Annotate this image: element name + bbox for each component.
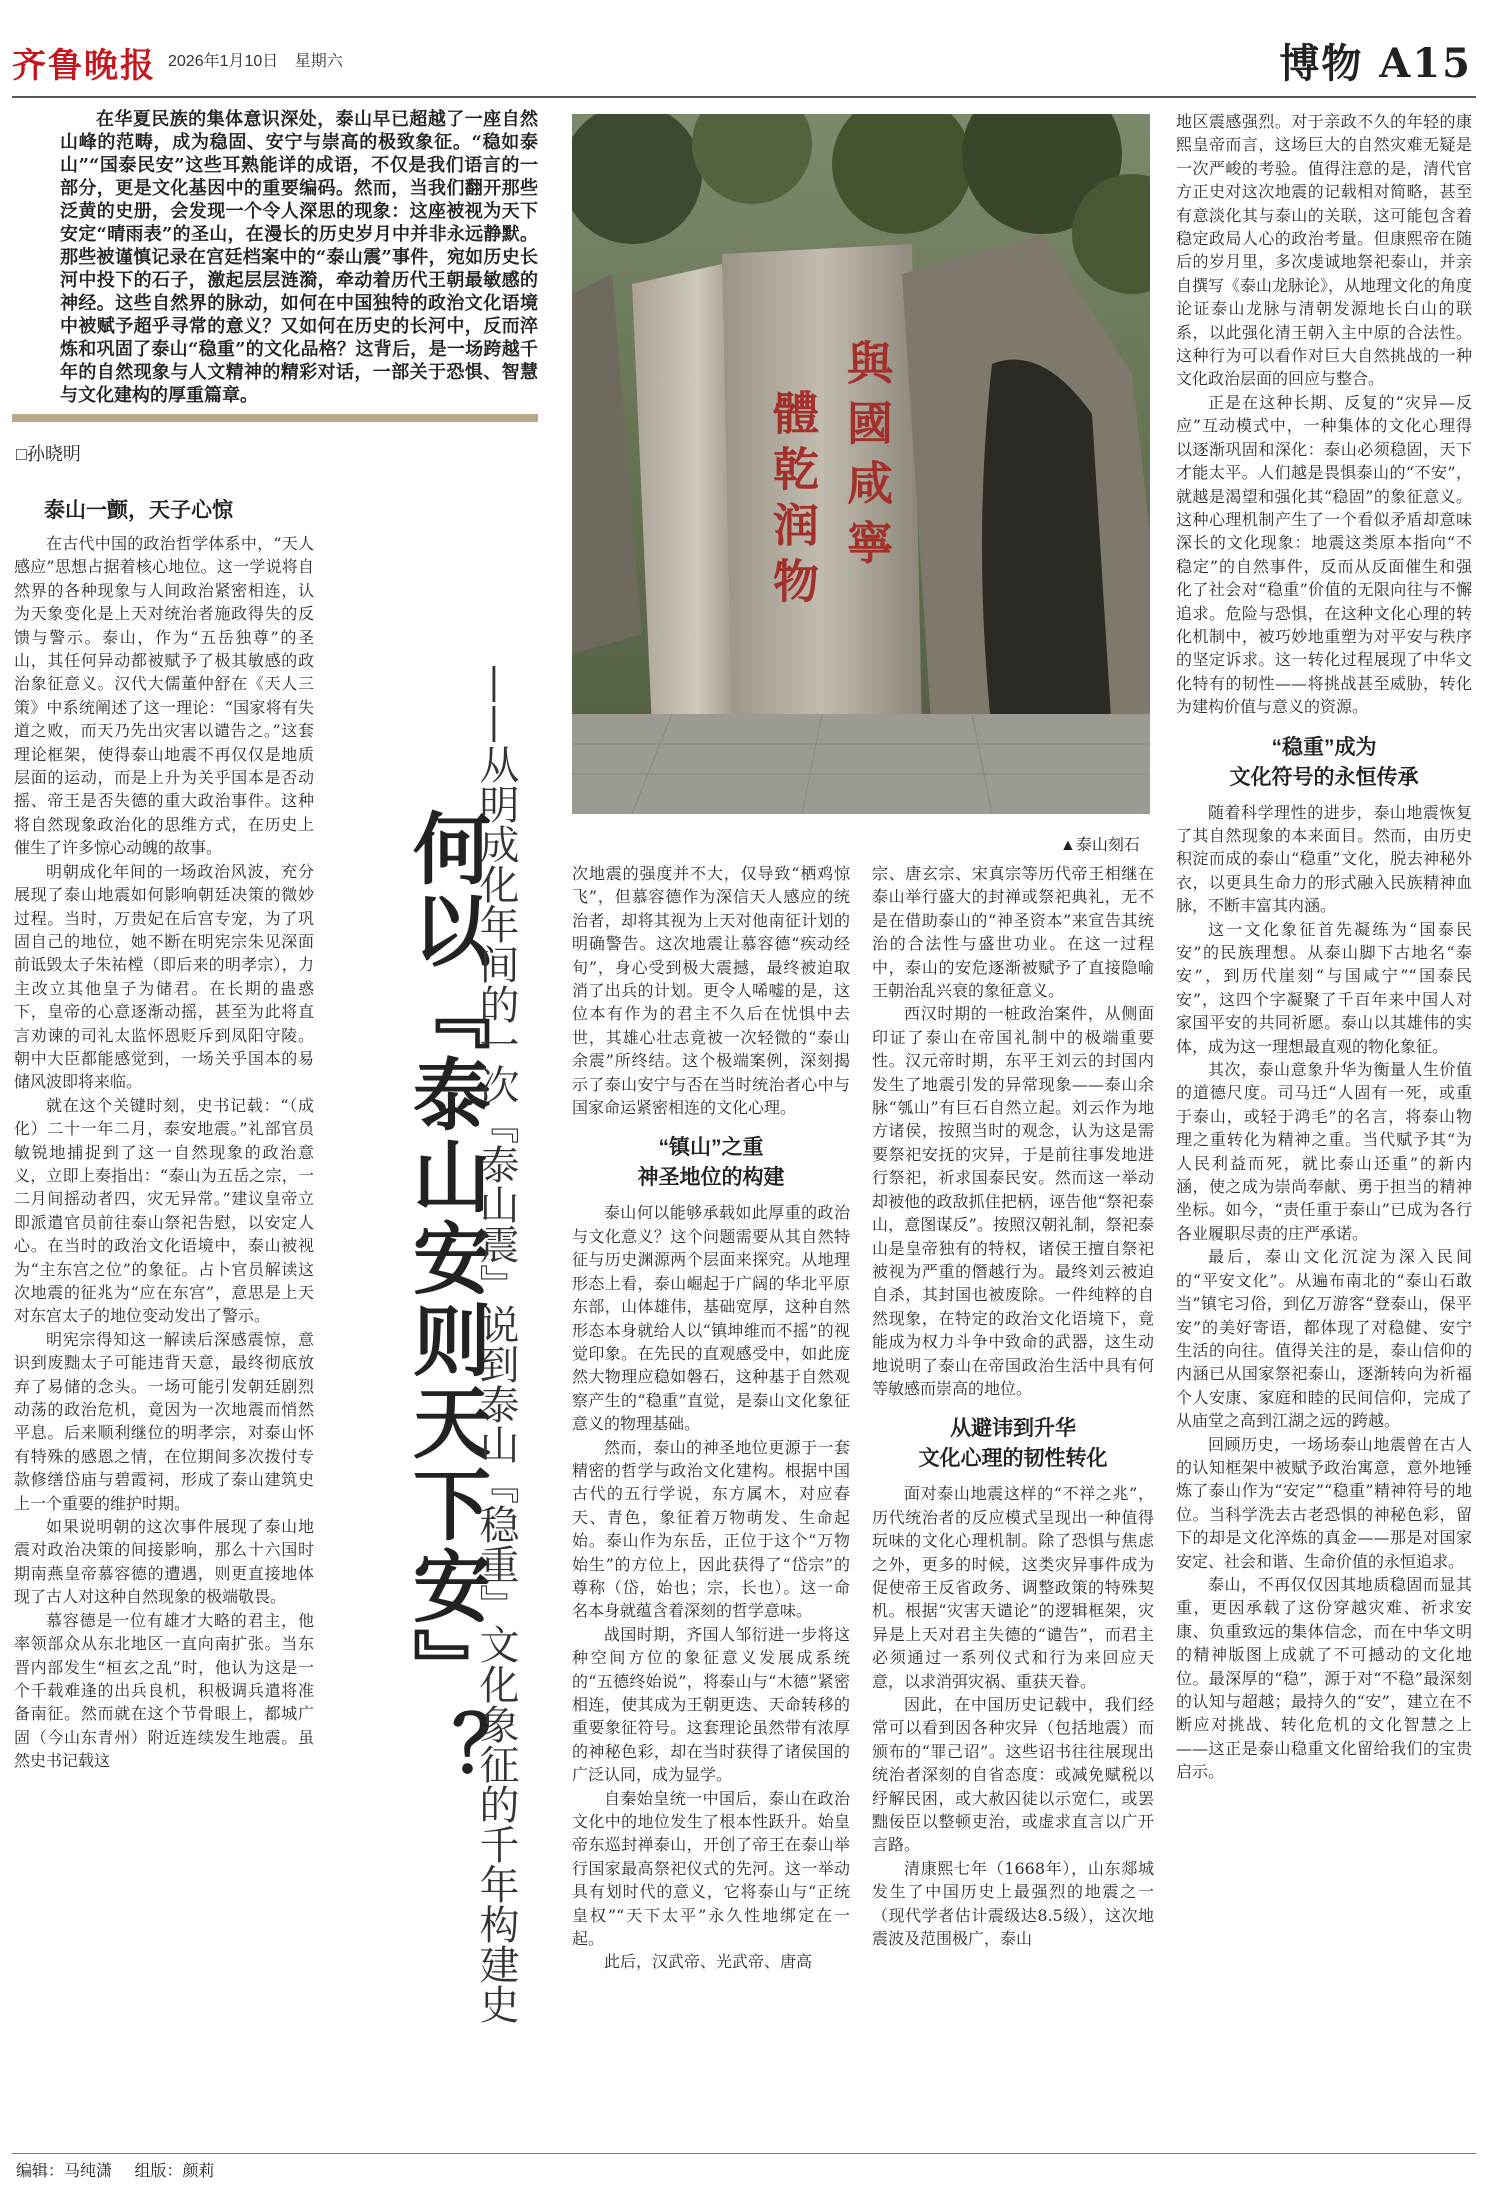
column-3-body-continued xyxy=(872,1482,1154,1950)
column-4 xyxy=(1176,110,1472,1784)
paragraph: 如果说明朝的这次事件展现了泰山地震对政治决策的间接影响，那么十六国时期南燕皇帝慕容德的遭遇，则更直接地体现了古人对这种自然现象的极端敬畏。 xyxy=(14,1517,314,1607)
subtitle: ——从明成化年间的一次『泰山震』说到泰山『稳重』文化象征的千年构建史 xyxy=(473,664,519,2024)
column-4-body-continued xyxy=(1176,801,1472,1784)
inscription-right: 與國咸寧 xyxy=(840,339,894,579)
paragraph: 地区震感强烈。对于亲政不久的年轻的康熙皇帝而言，这场巨大的自然灾难无疑是一次严峻的考验。值得注意的是，清代官方正史对这次地震的记载相对简略，甚至有意淡化其与泰山的关联，这可能包含着稳定政局人心的政治考量。但康熙帝在随后的岁月里，多次虔诚地祭祀泰山，并亲自撰写《泰山龙脉论》，从地理文化的角度论证泰山龙脉与清朝发源地长白山的联系，以此强化清王朝入主中原的合法性。这种行为可以看作对巨大自然挑战的一种文化政治层面的回应与整合。 xyxy=(1176,112,1473,389)
paragraph: 次地震的强度并不大，仅导致“栖鸡惊飞”，但慕容德作为深信天人感应的统治者，却将其视为上天对他南征计划的明确警告。这次地震让慕容德“疾动经旬”，身心受到极大震撼，最终被迫取消了出兵的计划。更令人唏嘘的是，这位本有作为的君主不久后在忧惧中去世，其雄心壮志竟被一次轻微的“泰山余震”所终结。这个极端案例，深刻揭示了泰山安宁与否在当时统治者心中与国家命运紧密相连的文化心理。 xyxy=(572,864,850,1118)
paragraph: 此后，汉武帝、光武帝、唐高 xyxy=(604,1952,813,1972)
editor-credits xyxy=(16,2158,232,2181)
paragraph: 其次，泰山意象升华为衡量人生价值的道德尺度。司马迁“人固有一死，或重于泰山，或轻于鸿毛”的名言，将泰山物理之重转化为精神之重。当代赋予其“为人民利益而死，就比泰山还重”的新内涵，使之成为崇尚奉献、勇于担当的精神坐标。如今，“责任重于泰山”已成为各行各业履职尽责的庄严承诺。 xyxy=(1176,1060,1472,1243)
header-rule xyxy=(12,96,1476,98)
paragraph: 慕容德是一位有雄才大略的君主，他率领部众从东北地区一直向南扩张。当东晋内部发生“桓玄之乱”时，他认为这是一个千载难逢的出兵良机，积极调兵遣将准备南征。然而就在这个节骨眼上，都城广固（今山东青州）附近连续发生地震。虽然史书记载这 xyxy=(14,1610,314,1771)
paragraph: 泰山何以能够承载如此厚重的政治与文化意义？这个问题需要从其自然特征与历史渊源两个层面来探究。从地理形态上看，泰山崛起于广阔的华北平原东部，山体雄伟，基础宽厚，这种自然形态本身就给人以“镇坤维而不摇”的视觉印象。在先民的直观感受中，如此庞然大物理应稳如磐石，这种基于自然观察产生的“稳重”直觉，是泰山文化象征意义的物理基础。 xyxy=(572,1203,850,1434)
column-2-heading: “镇山”之重 神圣地位的构建 xyxy=(637,1136,785,1190)
issue-meta xyxy=(168,48,355,71)
paragraph: 西汉时期的一桩政治案件，从侧面印证了泰山在帝国礼制中的极端重要性。汉元帝时期，东平王刘云的封国内发生了地震引发的异常现象——泰山余脉“瓠山”有巨石自然立起。刘云作为地方诸侯，按照当时的观念，认为这是需要祭祀安抚的灾异，于是前往事发地进行祭祀，祈求国泰民安。然而这一举动却被他的政敌抓住把柄，诬告他“祭祀泰山，意图谋反”。按照汉朝礼制，祭祀泰山是皇帝独有的特权，诸侯王擅自祭祀被视为严重的僭越行为。最终刘云被迫自杀，其封国也被废除。一件纯粹的自然现象，在特定的政治文化语境下，竟能成为权力斗争中致命的武器，这生动地说明了泰山在帝国政治生活中具有何等敏感而崇高的地位。 xyxy=(872,1004,1154,1398)
paragraph: 然而，泰山的神圣地位更源于一套精密的哲学与政治文化建构。根据中国古代的五行学说，东方属木，对应春天、青色，象征着万物萌发、生命起始。泰山作为东岳，正位于这个“万物始生”的方位上，因此获得了“岱宗”的尊称（岱，始也；宗，长也）。这一命名本身就蕴含着深刻的哲学意味。 xyxy=(572,1437,850,1621)
issue-weekday: 星期六 xyxy=(294,53,343,70)
paragraph: 这一文化象征首先凝练为“国泰民安”的民族理想。从泰山脚下古地名“泰安”，到历代崖刻“与国咸宁”“国泰民安”，这四个字凝聚了千百年来中国人对家国平安的共同祈愿。泰山以其雄伟的实体，成为这一理想最直观的物化象征。 xyxy=(1176,919,1472,1056)
issue-date: 2026年1月10日 xyxy=(168,53,279,70)
inscription-left: 體乾润物 xyxy=(766,389,820,613)
paragraph: 明宪宗得知这一解读后深感震惊，意识到废黜太子可能违背天意，最终彻底放弃了易储的念头。一场可能引发朝廷剧烈动荡的政治危机，竟因为一次地震而悄然平息。后来顺利继位的明孝宗，对泰山怀有特殊的感恩之情，在位期间多次拨付专款修缮岱庙与碧霞祠，形成了泰山建筑史上一个重要的维护时期。 xyxy=(14,1329,314,1513)
column-3-body xyxy=(872,862,1154,1400)
intro-divider xyxy=(12,414,538,422)
article-intro: 在华夏民族的集体意识深处，泰山早已超越了一座自然山峰的范畴，成为稳固、安宁与崇高的极致象征。“稳如泰山”“国泰民安”这些耳熟能详的成语，不仅是我们语言的一部分，更是文化基因中的重要编码。然而，当我们翻开那些泛黄的史册，会发现一个令人深思的现象：这座被视为天下安定“晴雨表”的圣山，在漫长的历史岁月中并非永远静默。那些被谨慎记录在宫廷档案中的“泰山震”事件，宛如历史长河中投下的石子，激起层层涟漪，牵动着历代王朝最敏感的神经。这些自然界的脉动，如何在中国独特的政治文化语境中被赋予超乎寻常的意义？又如何在历史的长河中，反而淬炼和巩固了泰山“稳重”的文化品格？这背后，是一场跨越千年的自然现象与人文精神的精彩对话，一部关于恐惧、智慧与文化建构的厚重篇章。 xyxy=(60,109,538,406)
paragraph: 面对泰山地震这样的“不祥之兆”，历代统治者的反应模式呈现出一种值得玩味的文化心理机制。除了恐惧与焦虑之外，更多的时候，这类灾异事件成为促使帝王反省政务、调整政策的特殊契机。根据“灾害天谴论”的逻辑框架，灾异是上天对君主失德的“谴告”，而君主必须通过一系列仪式和行为来回应天意，以求消弭灾祸、重获天眷。 xyxy=(872,1484,1154,1691)
paragraph: 清康熙七年（1668年），山东郯城发生了中国历史上最强烈的地震之一（现代学者估计震级达8.5级），这次地震波及范围极广，泰山 xyxy=(872,1858,1154,1949)
paragraph: 自秦始皇统一中国后，泰山在政治文化中的地位发生了根本性跃升。始皇帝东巡封禅泰山，开创了帝王在泰山举行国家最高祭祀仪式的先河。这一举动具有划时代的意义，它将泰山与“正统皇权”“天下太平”永久性地绑定在一起。 xyxy=(572,1788,850,1949)
column-3 xyxy=(872,862,1154,1950)
paragraph: 泰山，不再仅仅因其地质稳固而显其重，更因承载了这份穿越灾难、祈求安康、负重致远的集体信念，而在中华文明的精神版图上成就了不可撼动的文化地位。最深厚的“稳”，源于对“不稳”最深刻的认知与超越；最持久的“安”，建立在不断应对挑战、转化危机的文化智慧之上——这正是泰山稳重文化留给我们的宝贵启示。 xyxy=(1176,1574,1472,1782)
column-2-body-continued xyxy=(572,1201,850,1973)
footer-rule xyxy=(12,2153,1476,2154)
taishan-inscription-photo xyxy=(572,114,1150,814)
paragraph: 战国时期，齐国人邹衍进一步将这种空间方位的象征意义发展成系统的“五德终始说”，将泰山与“木德”紧密相连，使其成为王朝更迭、天命转移的重要象征符号。这套理论虽然带有浓厚的神秘色彩，却在当时获得了诸侯国的广泛认同，成为显学。 xyxy=(572,1624,850,1785)
paragraph: 宗、唐玄宗、宋真宗等历代帝王相继在泰山举行盛大的封禅或祭祀典礼，无不是在借助泰山的“神圣资本”来宣告其统治的合法性与盛世功业。在这一过程中，泰山的安危逐渐被赋予了直接隐喻王朝治乱兴衰的象征意义。 xyxy=(872,864,1154,1001)
paragraph: 随着科学理性的进步，泰山地震恢复了其自然现象的本来面目。然而，由历史积淀而成的泰山“稳重”文化，脱去神秘外衣，以更具生命力的形式融入民族精神血脉，不断丰富其内涵。 xyxy=(1176,802,1472,916)
column-4-body xyxy=(1176,110,1472,719)
designer-name: 组版：颜莉 xyxy=(134,2163,215,2180)
newspaper-masthead: 齐鲁晚报 xyxy=(12,46,156,86)
column-2-body xyxy=(572,862,850,1119)
paragraph: 因此，在中国历史记载中，我们经常可以看到因各种灾异（包括地震）而颁布的“罪己诏”。这些诏书往往展现出统治者深刻的自省态度：或减免赋税以纾解民困，或大赦囚徒以示宽仁，或罢黜佞臣以整顿吏治，或虚求直言以广开言路。 xyxy=(872,1695,1154,1855)
section-label: 博物 A15 xyxy=(1279,40,1472,87)
editor-name: 编辑：马纯潇 xyxy=(16,2163,113,2180)
column-2 xyxy=(572,862,850,1974)
photo-caption: ▲泰山刻石 xyxy=(1060,837,1140,854)
paragraph: 就在这个关键时刻，史书记载：“（成化）二十一年二月，泰安地震。”礼部官员敏锐地捕捉到了这一自然现象的政治意义，立即上奏指出：“泰山为五岳之宗，一二月间摇动者四，灾无异常。”建议皇帝立即派遣官员前往泰山祭祀告慰，以安定人心。在当时的政治文化语境中，泰山被视为“主东宫之位”的象征。占卜官员解读这次地震的征兆为“应在东宫”，意思是上天对东宫太子的地位变动发出了警示。 xyxy=(14,1095,314,1326)
paragraph: 回顾历史，一场场泰山地震曾在古人的认知框架中被赋予政治寓意，意外地锤炼了泰山作为“安定”“稳重”精神符号的地位。当科学洗去古老恐惧的神秘色彩，留下的却是文化淬炼的真金——那是对国家安定、社会和谐、生命价值的永恒追求。 xyxy=(1176,1434,1472,1571)
column-1 xyxy=(14,496,314,1773)
column-4-heading: “稳重”成为 文化符号的永恒传承 xyxy=(1229,735,1419,789)
author-byline: □孙晓明 xyxy=(16,444,81,464)
paragraph: 明朝成化年间的一场政治风波，充分展现了泰山地震如何影响朝廷决策的微妙过程。当时，万贵妃在后宫专宠，为了巩固自己的地位，她不断在明宪宗朱见深面前诋毁太子朱祐樘（即后来的明孝宗），力主改立其他皇子为储君。在长期的蛊惑下，皇帝的心意逐渐动摇，甚至为此将直言劝谏的司礼太监怀恩贬斥到凤阳守陵。朝中大臣都能感觉到，一场关乎国本的易储风波即将来临。 xyxy=(14,861,314,1092)
main-title: 何以『泰山安则天下安』？ xyxy=(400,808,490,1792)
column-1-heading: 泰山一颤，天子心惊 xyxy=(44,499,233,522)
column-3-heading: 从避讳到升华 文化心理的韧性转化 xyxy=(918,1417,1108,1471)
paragraph: 在古代中国的政治哲学体系中，“天人感应”思想占据着核心地位。这一学说将自然界的各种现象与人间政治紧密相连，认为天象变化是上天对统治者施政得失的反馈与警示。泰山，作为“五岳独尊”的圣山，其任何异动都被赋予了极其敏感的政治象征意义。汉代大儒董仲舒在《天人三策》中系统阐述了这一理论：“国家将有失道之败，而天乃先出灾害以谴告之。”这套理论框架，使得泰山地震不再仅仅是地质层面的运动，而是上升为关乎国本是否动摇、帝王是否失德的重大政治事件。这种将自然现象政治化的思维方式，在历史上催生了许多惊心动魄的故事。 xyxy=(14,534,314,858)
paragraph: 最后，泰山文化沉淀为深入民间的“平安文化”。从遍布南北的“泰山石敢当”镇宅习俗，到亿万游客“登泰山，保平安”的美好寄语，都体现了对稳健、安宁生活的向往。值得关注的是，泰山信仰的内涵已从国家祭祀泰山，逐渐转向为祈福个人安康、家庭和睦的民间信仰，完成了从庙堂之高到江湖之远的跨越。 xyxy=(1176,1247,1472,1431)
paragraph: 正是在这种长期、反复的“灾异—反应”互动模式中，一种集体的文化心理得以逐渐巩固和深化：泰山必须稳固，天下才能太平。人们越是畏惧泰山的“不安”，就越是渴望和强化其“稳固”的象征意义。这种心理机制产生了一个看似矛盾却意味深长的文化现象：地震这类原本指向“不稳定”的自然事件，反而从反面催生和强化了社会对“稳重”价值的无限向往与不懈追求。危险与恐惧，在这种文化心理的转化机制中，被巧妙地重塑为对平安与秩序的坚定诉求。这一转化过程展现了中华文化特有的韧性——将挑战甚至威胁，转化为建构价值与意义的资源。 xyxy=(1176,392,1472,717)
column-1-body xyxy=(14,532,314,1773)
